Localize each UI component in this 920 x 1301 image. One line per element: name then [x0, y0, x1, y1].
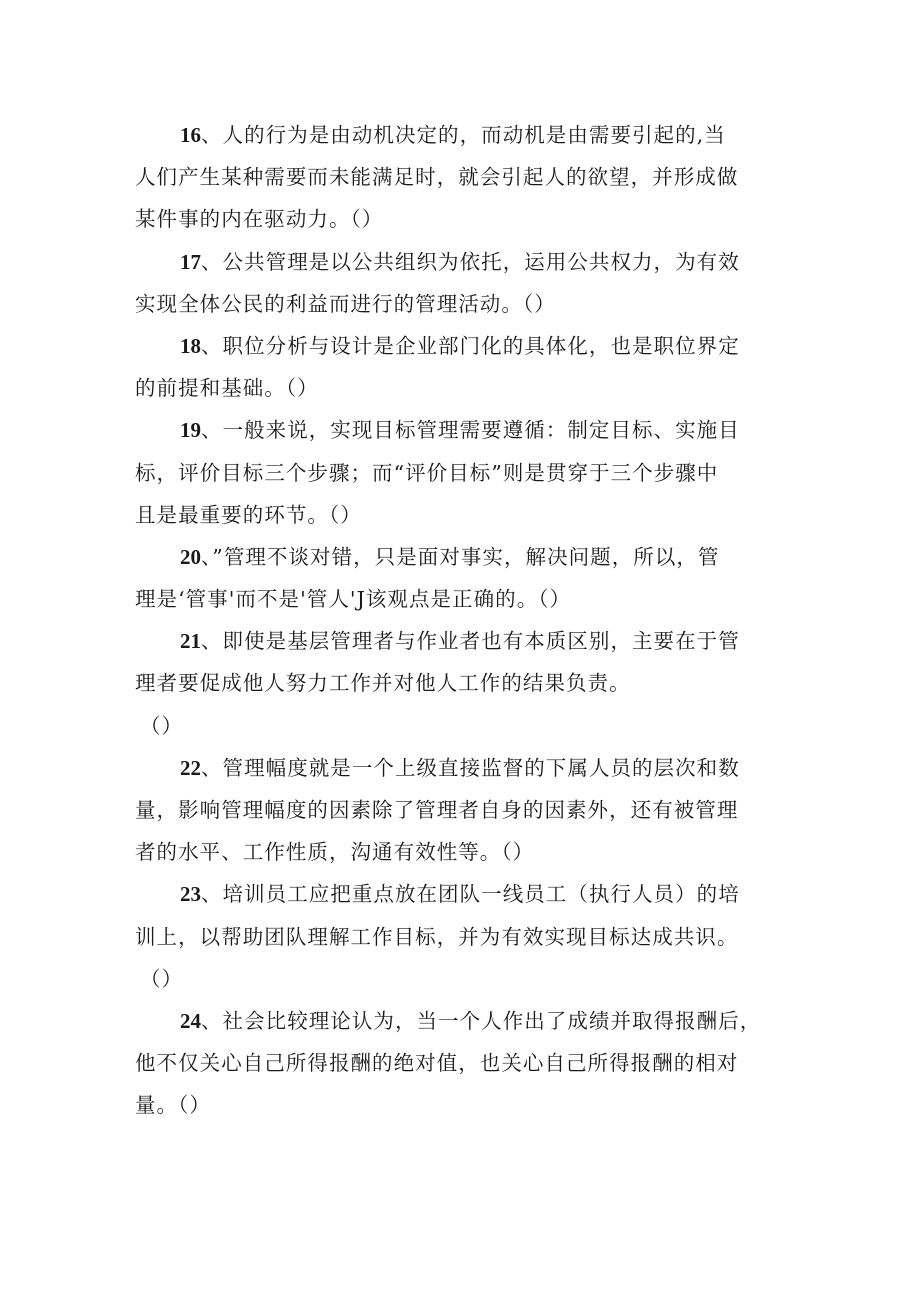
- question-text: 、培训员工应把重点放在团队一线员工（执行人员）的培: [201, 882, 740, 907]
- question-23-line-1: [135, 873, 790, 915]
- question-number: 19: [180, 418, 201, 443]
- question-23-answer-blank: （）: [140, 966, 184, 991]
- question-text: 、”管理不谈对错，只是面对事实，解决问题，所以，管: [201, 544, 720, 569]
- question-number: 24: [180, 1008, 201, 1033]
- question-21-answer-blank: （）: [140, 713, 184, 738]
- question-number: 20: [180, 544, 201, 569]
- question-18-line-1: [135, 325, 790, 367]
- question-17-line-2: 实现全体公民的利益而进行的管理活动。（）: [135, 291, 556, 316]
- question-text: 、一般来说，实现目标管理需要遵循：制定目标、实施目: [201, 418, 740, 443]
- question-24-line-1: [135, 1000, 790, 1042]
- question-20-line-2: 理是‘管事'而不是'管人'J该观点是正确的。（）: [135, 587, 572, 612]
- question-text: 、管理幅度就是一个上级直接监督的下属人员的层次和数: [201, 755, 740, 780]
- question-21-line-1: [135, 620, 790, 662]
- question-16-line-1: [135, 114, 790, 156]
- question-24-line-3: 量。（）: [135, 1093, 211, 1118]
- question-text: 、公共管理是以公共组织为依托，运用公共权力，为有效: [201, 249, 740, 274]
- question-text: 、职位分析与设计是企业部门化的具体化，也是职位界定: [201, 333, 740, 358]
- question-18-line-2: 的前提和基础。（）: [135, 376, 319, 401]
- question-text: 、人的行为是由动机决定的，而动机是由需要引起的,当: [201, 123, 726, 147]
- question-number: 22: [180, 755, 201, 780]
- question-16-line-2: 人们产生某种需要而未能满足时，就会引起人的欲望，并形成做: [135, 165, 739, 190]
- question-19-line-1: [135, 409, 790, 451]
- question-16-line-3: 某件事的内在驱动力。（）: [135, 207, 384, 232]
- question-22-line-1: [135, 747, 790, 789]
- question-20-line-1: [135, 536, 790, 578]
- question-number: 18: [180, 333, 201, 358]
- question-22-line-2: 量，影响管理幅度的因素除了管理者自身的因素外，还有被管理: [135, 798, 739, 822]
- question-number: 23: [180, 882, 201, 907]
- question-number: 16: [180, 123, 201, 147]
- question-19-line-3: 且是最重要的环节。（）: [135, 502, 362, 527]
- question-text: 、社会比较理论认为，当一个人作出了成绩并取得报酬后，: [201, 1008, 762, 1033]
- question-23-line-2: 训上，以帮助团队理解工作目标，并为有效实现目标达成共识。: [135, 924, 739, 949]
- question-24-line-2: 他不仅关心自己所得报酬的绝对值，也关心自己所得报酬的相对: [135, 1051, 739, 1076]
- question-text: 、即使是基层管理者与作业者也有本质区别，主要在于管: [201, 629, 740, 654]
- question-number: 17: [180, 249, 201, 274]
- question-number: 21: [180, 629, 201, 654]
- question-22-line-3: 者的水平、工作性质，沟通有效性等。（）: [135, 840, 535, 865]
- document-page: [135, 114, 790, 1127]
- question-21-line-2: 理者要促成他人努力工作并对他人工作的结果负责。: [135, 671, 631, 696]
- question-19-line-2: 标，评价目标三个步骤；而“评价目标”则是贯穿于三个步骤中: [135, 460, 719, 485]
- question-17-line-1: [135, 241, 790, 283]
